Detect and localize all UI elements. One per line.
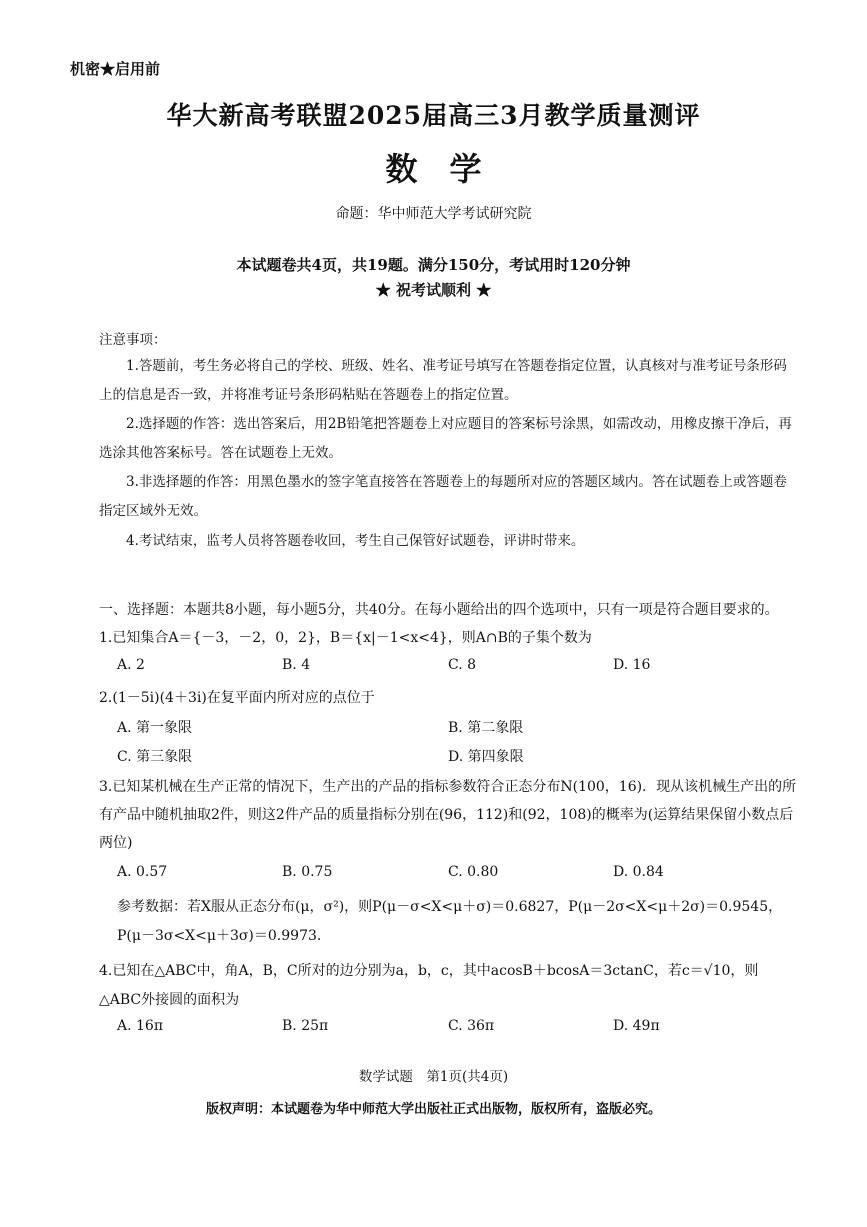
section1-heading: 一、选择题：本题共8小题，每小题5分，共40分。在每小题给出的四个选项中，只有一项是符合题目要求的。 (99, 602, 779, 618)
q1-stem: 1.已知集合A＝{－3，－2，0，2}，B＝{x|－1<x<4}，则A∩B的子集个数为 (99, 630, 592, 646)
note-item-3: 3.非选择题的作答：用黑色墨水的签字笔直接答在答题卷上的每题所对应的答题区域内。答在试题卷上或答题卷指定区域外无效。 (99, 474, 787, 519)
notes-title: 注意事项： (99, 332, 167, 348)
q3-reference-data: 参考数据：若X服从正态分布(μ，σ²)，则P(μ－σ<X<μ＋σ)＝0.6827，P(μ－2σ<X<μ＋2σ)＝0.9545，P(μ－3σ<X<μ＋3σ)＝0.9973. (117, 899, 783, 944)
q2-stem: 2.(1－5i)(4＋3i)在复平面内所对应的点位于 (99, 690, 375, 706)
q3-option-b: B. 0.75 (282, 864, 333, 880)
q4-stem: 4.已知在△ABC中，角A，B，C所对的边分别为a，b，c，其中acosB＋bcosA＝3ctanC，若c＝√10，则△ABC外接圆的面积为 (99, 963, 759, 1008)
q3-option-c: C. 0.80 (448, 864, 499, 880)
q1-option-c: C. 8 (448, 657, 477, 673)
q3-option-a: A. 0.57 (117, 864, 168, 880)
confidential-label: 机密★启用前 (70, 60, 161, 78)
good-luck-line: ★ 祝考试顺利 ★ (375, 281, 492, 299)
q3-option-d: D. 0.84 (613, 864, 664, 880)
q4-option-a: A. 16π (117, 1018, 164, 1034)
subject-title: 数 学 (385, 150, 482, 188)
exam-info: 本试题卷共4页，共19题。满分150分，考试用时120分钟 (236, 256, 631, 274)
exam-title: 华大新高考联盟2025届高三3月教学质量测评 (166, 101, 701, 130)
q1-option-b: B. 4 (282, 657, 311, 673)
q2-option-c: C. 第三象限 (117, 749, 193, 765)
note-item-1: 1.答题前，考生务必将自己的学校、班级、姓名、准考证号填写在答题卷指定位置，认真核对与准考证号条形码上的信息是否一致，并将准考证号条形码粘贴在答题卷上的指定位置。 (99, 358, 787, 403)
q2-option-d: D. 第四象限 (448, 749, 524, 765)
page-number: 数学试题 第1页(共4页) (358, 1069, 509, 1085)
note-item-4: 4.考试结束，监考人员将答题卷收回，考生自己保管好试题卷，评讲时带来。 (126, 533, 585, 549)
q4-option-c: C. 36π (448, 1018, 495, 1034)
q1-option-d: D. 16 (613, 657, 651, 673)
q2-option-a: A. 第一象限 (117, 720, 193, 736)
q3-stem: 3.已知某机械在生产正常的情况下，生产出的产品的指标参数符合正态分布N(100，16)．现从该机械生产出的所有产品中随机抽取2件，则这2件产品的质量指标分别在(96，112)和(92，108)的概率为(运算结果保留小数点后两位) (99, 779, 797, 851)
copyright-notice: 版权声明：本试题卷为华中师范大学出版社正式出版物，版权所有，盗版必究。 (205, 1102, 661, 1117)
author-line: 命题：华中师范大学考试研究院 (335, 206, 532, 222)
q4-option-b: B. 25π (282, 1018, 329, 1034)
q2-option-b: B. 第二象限 (448, 720, 524, 736)
q1-option-a: A. 2 (117, 657, 145, 673)
note-item-2: 2.选择题的作答：选出答案后，用2B铅笔把答题卷上对应题目的答案标号涂黑，如需改动，用橡皮擦干净后，再选涂其他答案标号。答在试题卷上无效。 (99, 416, 792, 461)
q4-option-d: D. 49π (613, 1018, 660, 1034)
